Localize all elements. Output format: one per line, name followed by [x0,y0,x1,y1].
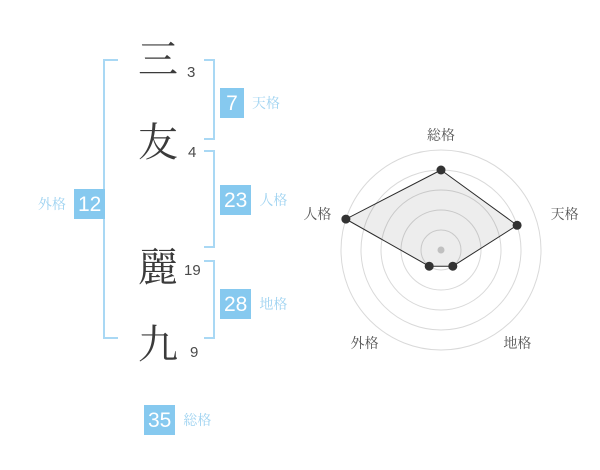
radar-data-point [341,215,350,224]
jinkaku-label: 人格 [259,192,288,208]
radar-center-dot [438,247,445,254]
stroke-count-1: 3 [187,64,196,81]
radar-data-point [448,262,457,271]
radar-data-point [437,166,446,175]
radar-plot-area [330,139,552,361]
name-character-3: 麗 [138,246,178,290]
name-character-2: 友 [138,121,178,165]
radar-polygon [346,170,517,266]
gaikaku-label: 外格 [38,196,66,212]
soukaku-value-badge: 35 [144,405,175,435]
name-character-1: 三 [138,38,178,82]
radar-axis-chikaku: 地格 [503,335,532,352]
stroke-count-4: 9 [190,344,199,361]
tenkaku-value-badge: 7 [220,88,244,118]
radar-axis-tenkaku: 天格 [550,206,579,223]
tenkaku-label: 天格 [252,95,280,111]
chikaku-label: 地格 [259,296,288,312]
stroke-count-3: 19 [184,262,201,279]
jinkaku-value-badge: 23 [220,185,251,215]
radar-axis-gaikaku: 外格 [350,335,379,352]
chikaku-value-badge: 28 [220,289,251,319]
soukaku-label: 総格 [183,412,212,428]
radar-axis-soukaku: 総格 [427,127,455,143]
name-character-4: 九 [138,323,178,367]
stroke-count-2: 4 [188,144,197,161]
radar-data-point [513,221,522,230]
radar-data-point [425,262,434,271]
gaikaku-value-badge: 12 [74,189,105,219]
radar-axis-jinkaku: 人格 [303,206,332,223]
